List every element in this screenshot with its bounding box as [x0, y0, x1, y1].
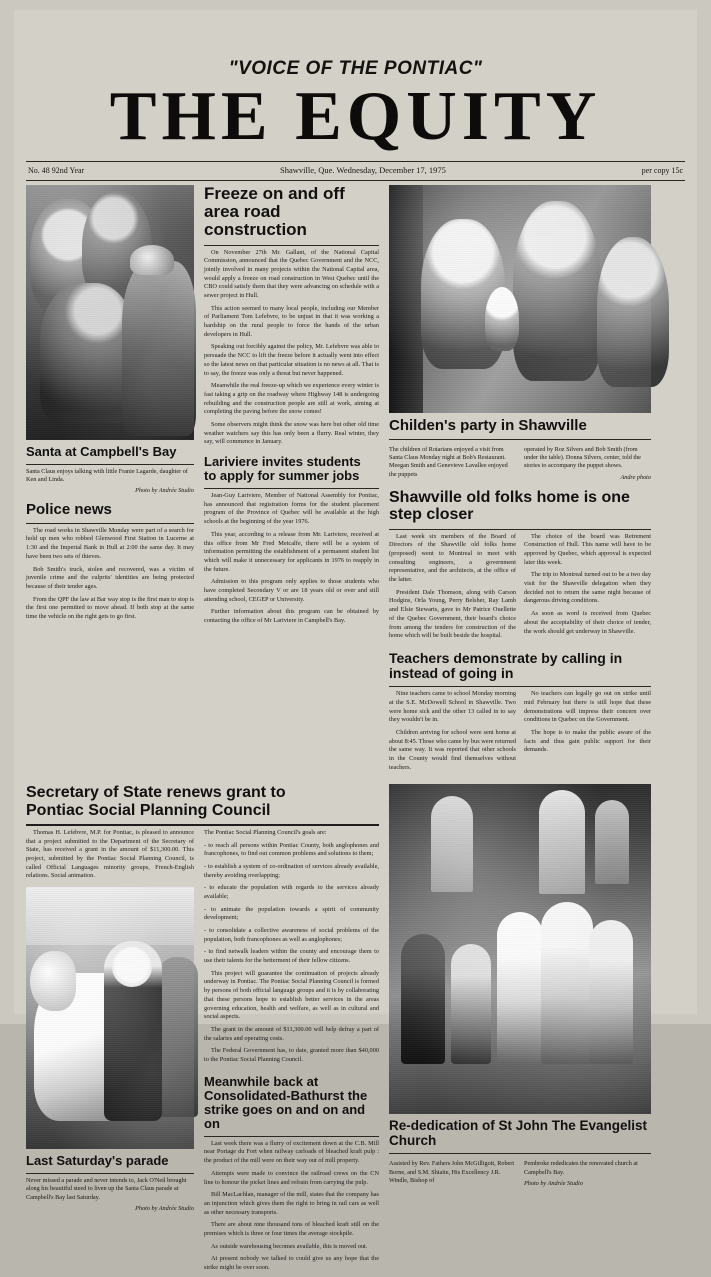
police-para-2: From the QPF the law at Bar way stop is the first man to stop is the first one permitted to move ahead. If both stop at the same time the vehicle on the right gets to go first.	[26, 595, 194, 620]
childrens-party-photo	[389, 185, 651, 413]
freeze-headline-2: area road construction	[204, 201, 307, 240]
freeze-para-2: Speaking out forcibly against the policy, Mr. Lefebvre was able to persuade the NCC to lift the freeze before it actually went into effect so the latest news on that particular situation is no news at all. That is to say, the freeze was only a threat but never happened.	[204, 343, 379, 377]
oldfolks-para-4: As soon as word is received from Quebec about the acceptability of their choice of tender, the work should get underway in Shawville.	[524, 610, 651, 635]
church-headline: Re-dedication of St John The Evangelist Church	[389, 1118, 648, 1148]
freeze-para-4: Some observers might think the snow was here but other old time weather watchers say this has only been a flurry. Real winter, they say, will commence in January.	[204, 420, 379, 446]
church-caption-columns	[389, 1157, 651, 1188]
article-grid	[14, 181, 697, 1277]
secretary-col-1	[26, 829, 194, 1277]
police-para-1: Bob Smith's truck, stolen and recovered, was a victim of juvenile crime and the culprits' identities are being protected because of their tender ages.	[26, 565, 194, 590]
teachers-para-3: The hope is to make the public aware of the facts and thus gain public support for their demands.	[524, 728, 651, 754]
bottom-row	[26, 784, 685, 1276]
church-photo	[389, 784, 651, 1114]
column-left	[26, 185, 194, 777]
bathurst-para-4: As outside warehousing becomes available, this is moved out.	[211, 1242, 368, 1250]
top-row	[26, 185, 685, 777]
bathurst-para-0: Last week there was a flurry of excitement down at the C.B. Mill near Portage du Fort when railway carloads of bleached kraft pulp : the product of the mill were on their way out of mill property.	[204, 1139, 379, 1165]
psp-goal-3: - to educate the population with regards to the services already available;	[204, 884, 379, 900]
teachers-para-2: No teachers can legally go out on strike until mid February but there is still hope that these demonstrations will impress their concern over conditions in Quebec on the Government.	[524, 690, 651, 724]
page-title: THE EQUITY	[109, 78, 602, 155]
secretary-col-2	[204, 829, 379, 1277]
bathurst-headline-1: Meanwhile back at	[204, 1073, 319, 1089]
lariviere-para-0: Jean-Guy Lariviere, Member of National Assembly for Pontiac, has announced that registration forms for the student placement program of the Province of Quebec will be available at the high schools at the beginning of the year 1976.	[204, 492, 379, 526]
freeze-para-0: On November 27th Mr. Gallant, of the National Capital Commission, announced that the Quebec Government and the NCC, jointly involved in many projects within the National Capital area, would apply a freeze on road construction in West Quebec until the CBO could satisfy them that they were advancing on schedule with a sewer project in Hull.	[204, 248, 379, 300]
secretary-headline-1: Secretary of State renews grant to	[26, 784, 286, 802]
teachers-columns	[389, 690, 651, 776]
oldfolks-para-2: The choice of the board was Retrement Construction of Hull. This name will have to be approved by Quebec, which approval is expected later this week.	[524, 532, 651, 566]
secretary-para-0: Thomas H. Lefebvre, M.P. for Pontiac, is pleased to announce that a project submitted to the Department of the Secretary of State, has received a grant in the amount of $11,300.00. This project, submitted by the Pontiac Social Planning Council, is called Official Languages minority groups, French-English relations. Social animation.	[26, 828, 194, 880]
dateline: Shawville, Que. Wednesday, December 17, 1975	[279, 164, 446, 175]
bathurst-headline-2: Consolidated-Bathurst the	[204, 1087, 368, 1103]
lariviere-para-1: This year, according to a release from Mr. Lariviere, received at this office from Mr Fred Metcalfe, there will be a system of information permitting the establishment of a permanent student list which will make it unnecessary for applicants in 1976 to reapply in the future.	[204, 530, 379, 573]
church-caption-col1: Assisted by Rev. Fathers John McGilligott, Robert Borne, and S.M. Shiaite, His Excellency J.R. Windle, Bishop of	[389, 1160, 515, 1185]
oldfolks-para-1: President Dale Thomson, along with Carson Hodgins, Orla Young, Perry Belsher, Ray Lamb and Elsie Stewarts, gave to Mr Patrice Ouellette of the Quebec Government, their board's choice from among the tenders for construction of the home which will be built beside the hospital.	[389, 588, 516, 640]
santa-photo-credit: Photo by Andrée Studio	[135, 487, 194, 495]
issue-number: No. 48 92nd Year	[28, 165, 85, 175]
psp-goal-6: - to find netwalk leaders within the county and encourage them to use their talents for the betterment of their fellow citizens.	[204, 948, 379, 965]
psp-goal-1: - to reach all persons within Pontiac County, both anglophones and francophones, to find out common problems and solutions to them;	[204, 841, 379, 858]
column-middle	[204, 185, 379, 777]
party-photo-credit: Andre photo	[620, 473, 651, 481]
teachers-headline: Teachers demonstrate by calling in instead of going in	[389, 649, 623, 682]
oldfolks-para-0: Last week six members of the Board of Directors of the Shawville old folks home (proposed) went to Montreal to meet with consulting engineers, a government representative, and the architects, at the office of the latter.	[389, 532, 516, 584]
parade-caption: Never missed a parade and never intends to, Jack O'Neil brought along his beautiful steed to liven up the Santa Claus parade at Campbell's Bay last Saturday.	[26, 1177, 187, 1201]
bathurst-para-1: Attempts were made to convince the railroad crews on the CN line to honour the picket lines and refrain from carrying the pulp.	[204, 1169, 379, 1186]
teachers-para-1: Children arriving for school were sent home at about 8:45. Those who came by bus were returned the same way. It was reported that other schools in the County would find themselves without teachers.	[389, 728, 517, 771]
slogan: "VOICE OF THE PONTIAC"	[228, 58, 483, 79]
oldfolks-columns	[389, 533, 651, 645]
psp-goal-intro: The Pontiac Social Planning Council's goals are:	[204, 828, 327, 836]
church-caption-col2: Pembroke rededicates the renovated church at Campbell's Bay.	[524, 1160, 638, 1176]
party-headline: Childen's party in Shawville	[389, 416, 587, 434]
church-photo-credit: Photo by Andrée Studio	[524, 1180, 583, 1188]
parade-photo	[26, 887, 194, 1149]
santa-photo	[26, 185, 194, 440]
freeze-para-3: Meanwhile the real freeze-up which we experience every winter is fast taking a grip on the roadway where Highway 148 is undergoing rebuilding and the construction people are still at work, aiming at completing the paving before the snow comes!	[204, 382, 379, 416]
secretary-headline-2: Pontiac Social Planning Council	[26, 801, 271, 819]
police-para-0: The road works in Shawville Monday were part of a search for hold up men who robbed Glenwood First Station in Lucerne at 1:30 and the Imperial Bank in Hull at 2:00 the same day. It may have been two sets of thieves.	[26, 526, 194, 560]
parade-headline: Last Saturday's parade	[26, 1152, 169, 1168]
oldfolks-headline: Shawville old folks home is one step closer	[389, 489, 630, 524]
santa-caption-title: Santa at Campbell's Bay	[26, 443, 177, 459]
column-right	[389, 185, 651, 777]
price: per copy 15c	[641, 165, 683, 175]
psp-goal-4: - to animate the population towards a spirit of community development;	[204, 905, 379, 922]
lariviere-para-2: Admission to this program only applies to those students who have completed Secondary V or are 18 years old or over and still attending school, CEGEP or University.	[204, 578, 379, 603]
police-headline: Police news	[26, 500, 112, 518]
teachers-para-0: Nine teachers came to school Monday morning at the S.E. McDowell School in Shawville. Two were home sick and the other 13 called in to say they wouldn't be in.	[389, 690, 516, 724]
newspaper-sheet	[14, 10, 697, 1272]
santa-caption: Santa Claus enjoys talking with little Franie Lagarde, daughter of Ken and Linda.	[26, 467, 188, 483]
oldfolks-para-3: The trip to Montreal turned out to be a two day visit for the Shawville delegation when they decided not to return the same night because of dangerous driving conditions.	[524, 571, 651, 605]
freeze-para-1: This action seemed to many local people, including our Member of Parliament Tom Lefebvre, to be unjust in that it was working a hardship on the rural people to force the hands of the urban developers in Hull.	[204, 304, 379, 338]
bathurst-para-2: Bill MacLachlan, manager of the mill, states that the company has an injunction which gives them the right to bring in rail cars as well as other necessary transports.	[204, 1191, 379, 1216]
psp-para-9: The Federal Government has, to date, granted more than $40,000 to the Pontiac Social Planning Council.	[204, 1047, 379, 1063]
lariviere-para-3: Further information about this program can be obtained by contacting the office of Mr Lariviere in Campbell's Bay.	[204, 608, 379, 625]
bathurst-para-3: There are about nine thousand tons of bleached kraft still on the premises which is three or four times the average stockpile.	[204, 1221, 379, 1237]
psp-para-7: This project will guarantee the continuation of projects already underway in Pontiac. The Pontiac Social Planning Council is formed by persons of both official language groups and it is by collaborating that these persons hope to establish better services in the areas governing education, health and welfare, as well as in cultural and social aspects.	[204, 969, 379, 1021]
column-bottom-left	[26, 784, 379, 1276]
psp-goal-5: - to consolidate a collective awareness of social problems of the population, both francophones as well as anglophones;	[204, 927, 379, 943]
parade-photo-credit: Photo by Andrée Studio	[135, 1205, 194, 1213]
bathurst-headline-3: strike goes on and on and on	[204, 1101, 366, 1131]
lariviere-headline-1: Lariviere invites students	[204, 454, 361, 470]
psp-para-8: The grant in the amount of $11,300.00 will help defray a part of the salaries and operating costs.	[204, 1025, 379, 1042]
lariviere-headline-2: to apply for summer jobs	[204, 468, 360, 484]
freeze-headline-1: Freeze on and off	[204, 183, 345, 203]
column-bottom-right	[389, 784, 651, 1276]
party-caption-col2: operated by Roz Silvers and Bob Smith (from under the table). Donna Silvers, center, told the stories to accompany the puppet shows.	[524, 445, 641, 470]
party-caption-col1: The children of Rotarians enjoyed a visit from Santa Claus Monday night at Bob's Restaurant. Meegan Smith and Genevieve Lavallee enjoyed the puppets	[389, 445, 508, 478]
party-caption-columns	[389, 443, 651, 482]
bathurst-para-5: At present nobody we talked to could give us any hope that the strike might be over soon.	[204, 1255, 379, 1272]
folio-bar	[14, 162, 697, 178]
secretary-columns	[26, 829, 379, 1277]
psp-goal-2: - to establish a system of co-ordination of services already available, thereby avoiding overlapping;	[204, 862, 379, 879]
